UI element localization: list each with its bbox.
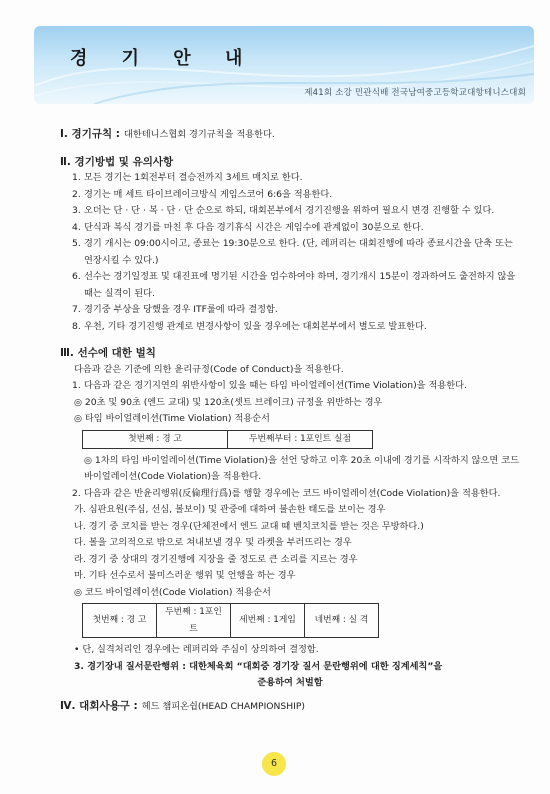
page-title: 경 기 안 내 xyxy=(70,48,257,69)
list-item: 가. 심판요원(주심, 선심, 볼보이) 및 관중에 대하여 불손한 태도를 보이는 경우 xyxy=(74,504,386,515)
section-penalty-heading: Ⅲ. 선수에 대한 벌칙 xyxy=(60,347,156,359)
bullet-code-escalation: ◎ 1차의 타임 바이얼레이션(Time Violation)을 선언 당하고 이후 20초 이내에 경기를 시작하지 않으면 코드 바이얼레이션(Code Violation)을 적용한다. xyxy=(84,454,519,482)
list-item: 2. 경기는 매 세트 타이브레이크방식 게임스코어 6:6을 적용한다. xyxy=(72,188,333,200)
section-penalty-intro: 다음과 같은 기준에 의한 윤리규정(Code of Conduct)을 적용한다. xyxy=(74,363,344,375)
time-violation-table xyxy=(82,430,373,449)
table-cell: 두번째 : 1포인트 xyxy=(157,604,231,638)
table-cell: 네번째 : 실 격 xyxy=(305,604,379,638)
list-item: 2. 다음과 같은 반윤리행위(反倫理行爲)를 행할 경우에는 코드 바이얼레이션(Code Violation)을 적용한다. xyxy=(72,487,501,499)
code-violation-table xyxy=(82,603,379,638)
list-item: 라. 경기 중 상대의 경기진행에 지장을 줄 정도로 큰 소리를 지르는 경우 xyxy=(74,553,358,565)
section-method-list xyxy=(60,170,520,335)
content-body xyxy=(60,126,520,715)
list-item: 마. 기타 선수로서 불미스러운 행위 및 언행을 하는 경우 xyxy=(74,570,296,581)
list-item: 4. 단식과 복식 경기를 마친 후 다음 경기휴식 시간은 게임수에 관계없이 30분으로 한다. xyxy=(72,221,424,233)
section-equipment xyxy=(60,698,520,716)
section-equipment-text: 헤드 챔피온쉽(HEAD CHAMPIONSHIP) xyxy=(141,700,305,712)
list-item: 7. 경기중 부상을 당했을 경우 ITF룰에 따라 결정함. xyxy=(72,304,278,315)
table-cell: 두번째부터 : 1포인트 실점 xyxy=(228,430,373,448)
bullet-time-order: ◎ 타임 바이얼레이션(Time Violation) 적용순서 xyxy=(74,413,270,424)
list-item: 6. 선수는 경기일정표 및 대진표에 명기된 시간을 엄수하여야 하며, 경기개시 15분이 경과하여도 출전하지 않을 때는 실격이 된다. xyxy=(72,271,516,299)
list-item: 나. 경기 중 코치를 받는 경우(단체전에서 엔드 교대 때 벤치코치를 받는 것은 무방하다.) xyxy=(74,520,424,532)
list-item: 8. 우천, 기타 경기진행 관계로 변경사항이 있을 경우에는 대회본부에서 별도로 발표한다. xyxy=(72,320,427,332)
tournament-name: 제41회 소강 민관식배 전국남여중고등학교대항테니스대회 xyxy=(304,88,526,98)
section-rules-heading: Ⅰ. 경기규칙 : xyxy=(60,128,120,140)
list-item: 3. 오더는 단 · 단 · 복 · 단 · 단 순으로 하되, 대회본부에서 경기진행을 위하여 필요시 변경 진행할 수 있다. xyxy=(72,205,495,216)
list-item: 1. 모든 경기는 1회전부터 결승전까지 3세트 매치로 한다. xyxy=(72,172,303,183)
bullet-time-rule: ◎ 20초 및 90초 (엔드 교대) 및 120초(셋트 브레이크) 규정을 위반하는 경우 xyxy=(74,396,383,408)
list-item: 다. 볼을 고의적으로 밖으로 쳐내보낼 경우 및 라켓을 부러뜨리는 경우 xyxy=(74,537,352,548)
violation-letter-list xyxy=(60,502,520,585)
table-cell: 첫번째 : 경 고 xyxy=(83,604,157,638)
disqualification-note: • 단, 실격처리인 경우에는 레퍼리와 주심이 상의하여 결정함. xyxy=(74,644,319,655)
page-number-badge: 6 xyxy=(262,752,286,776)
section-equipment-heading: Ⅳ. 대회사용구 : xyxy=(60,699,138,712)
section-method-heading: Ⅱ. 경기방법 및 유의사항 xyxy=(60,155,174,168)
list-item: 5. 경기 개시는 09:00시이고, 종료는 19:30분으로 한다. (단, 레퍼리는 대회진행에 따라 종료시간을 단축 또는 연장시킬 수 있다.) xyxy=(72,238,513,266)
section-rules-text: 대한테니스협회 경기규칙을 적용한다. xyxy=(123,129,275,140)
table-cell: 첫번째 : 경 고 xyxy=(83,430,228,448)
list-item: 1. 다음과 같은 경기지연의 위반사항이 있을 때는 타임 바이얼레이션(Time Violation)을 적용한다. xyxy=(72,380,467,391)
bullet-code-order: ◎ 코드 바이얼레이션(Code Violation) 적용순서 xyxy=(74,586,271,598)
table-cell: 세번째 : 1게임 xyxy=(231,604,305,638)
order-disruption-rule-cont: 준용하여 처벌함 xyxy=(257,677,323,688)
order-disruption-rule: 3. 경기장내 질서문란행위 : 대한체육회 “대회중 경기장 질서 문란행위에 대한 징계세칙”을 xyxy=(74,660,443,672)
header-banner xyxy=(34,26,534,104)
section-rules xyxy=(60,126,520,144)
